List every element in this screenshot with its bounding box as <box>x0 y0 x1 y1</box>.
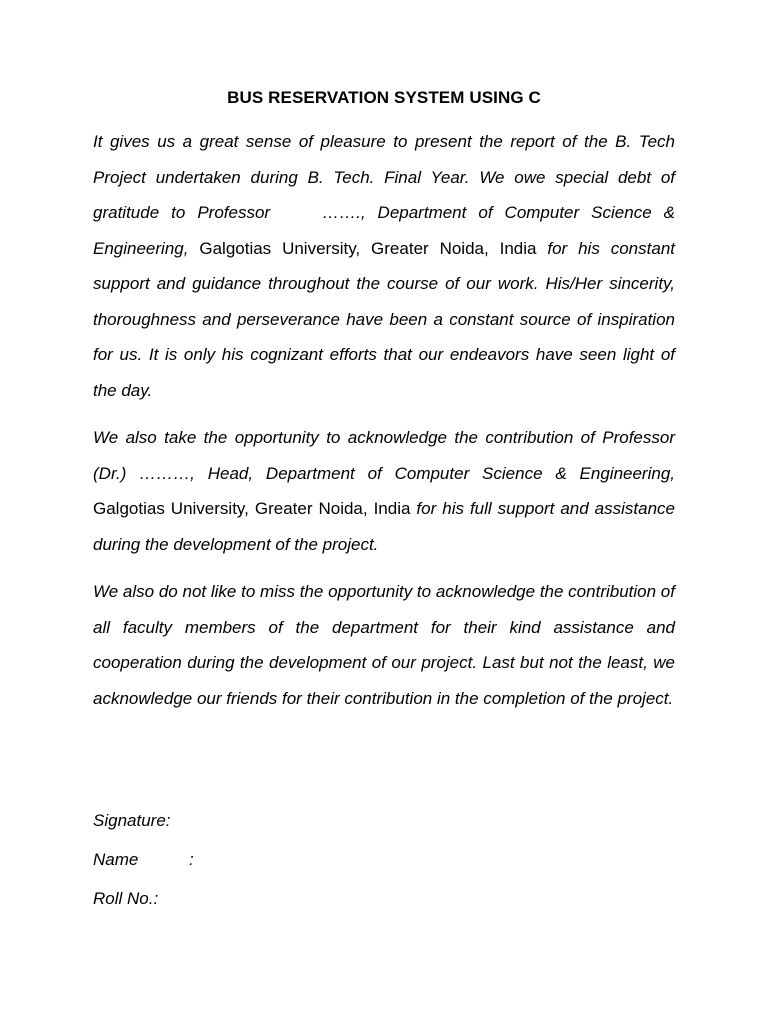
signature-label: Signature: <box>93 811 171 830</box>
paragraph-1-text-c: for his constant support and guidance throughout the course of our work. His/Her sincerity, thoroughness and perseverance have been a constant source of inspiration for us. It is only his cognizant efforts that our endeavors have seen light of the day. <box>93 238 675 400</box>
roll-number-label: Roll No.: <box>93 889 159 908</box>
paragraph-1-text-a: It gives us a great sense of pleasure to present the report of the B. Tech Project undertaken during B. Tech. Final Year. We owe special debt of gratitude to Professor <box>93 132 675 222</box>
acknowledgement-paragraph-3 <box>93 574 675 716</box>
paragraph-2-text-a: We also take the opportunity to acknowledge the contribution of Professor (Dr.) ………, Head, Department of Computer Science & Engineering, <box>93 428 675 483</box>
paragraph-2-university: Galgotias University, Greater Noida, India <box>93 499 417 518</box>
paragraph-3-text: We also do not like to miss the opportunity to acknowledge the contribution of all faculty members of the department for their kind assistance and cooperation during the development of our project. Last but not the least, we acknowledge our friends for their contribution in the completion of the project. <box>93 582 675 708</box>
acknowledgement-paragraph-2 <box>93 420 675 562</box>
paragraph-2-text-b: for his full support and assistance during the development of the project. <box>93 499 675 554</box>
name-label: Name <box>93 850 139 869</box>
paragraph-1-university: Galgotias University, Greater Noida, India <box>188 238 548 258</box>
document-title: BUS RESERVATION SYSTEM USING C <box>227 88 541 107</box>
paragraph-1-text-b: ……., Department of Computer Science & Engineering, <box>93 203 675 258</box>
name-colon: : <box>189 850 194 869</box>
acknowledgement-paragraph-1 <box>93 124 675 408</box>
name-line <box>93 850 194 870</box>
